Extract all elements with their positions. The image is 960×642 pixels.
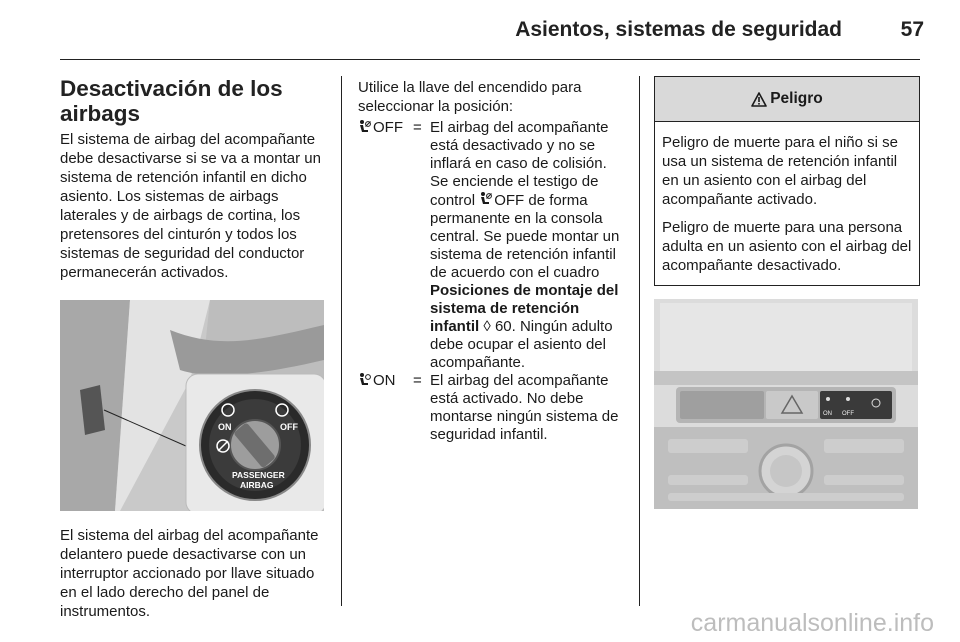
- column-divider-left: [341, 76, 342, 606]
- switch-label-on: ON: [218, 422, 232, 432]
- option-off-text-c: . Ningún adulto debe ocupar el asiento del acompañante.: [430, 318, 613, 371]
- console-label-off: OFF: [842, 411, 854, 417]
- option-on-row: [358, 372, 626, 444]
- option-off-row: [358, 119, 626, 372]
- danger-warning-box: [654, 76, 920, 286]
- column-middle: [358, 78, 626, 444]
- switch-label-passenger: PASSENGER: [232, 470, 285, 480]
- passenger-airbag-off-inline-icon: [479, 191, 493, 207]
- option-off-description: [430, 119, 626, 372]
- section-title: Desactivación de los airbags: [60, 76, 283, 126]
- danger-header: [655, 77, 919, 122]
- option-on-equals: =: [413, 372, 422, 389]
- switch-label-airbag: AIRBAG: [240, 480, 274, 490]
- column-divider-right: [639, 76, 640, 606]
- danger-heading: Peligro: [770, 90, 823, 107]
- option-off-text-b: de forma permanente en la consola central. Se puede montar un sistema de retención infantil de acuerdo con el cuadro: [430, 192, 620, 281]
- option-off-label: OFF: [373, 119, 403, 136]
- danger-paragraph-1: Peligro de muerte para el niño si se usa un sistema de retención infantil en un asiento con el airbag del acompañante activado.: [662, 134, 898, 208]
- running-header-title: Asientos, sistemas de seguridad: [515, 18, 842, 41]
- switch-label-off: OFF: [280, 422, 298, 432]
- danger-body: [655, 122, 919, 285]
- mounting-positions-link[interactable]: Posiciones de montaje del sistema de retención infantil: [430, 282, 619, 335]
- passenger-airbag-on-icon: [358, 372, 372, 388]
- figure-caption: El sistema del airbag del acompañante delantero puede desactivarse con un interruptor accionado por llave situado en el lado derecho del panel de instrumentos.: [60, 527, 319, 620]
- option-on-description: El airbag del acompañante está activado. No debe montarse ningún sistema de seguridad infantil.: [430, 372, 619, 443]
- watermark: carmanualsonline.info: [690, 609, 934, 637]
- option-off-text-a: El airbag del acompañante está desactivado y no se inflará en caso de colisión. Se enciende el testigo de control: [430, 119, 609, 209]
- danger-paragraph-2: Peligro de muerte para una persona adulta en un asiento con el airbag del acompañante desactivado.: [662, 219, 912, 274]
- option-on-label: ON: [373, 372, 396, 389]
- passenger-airbag-off-icon: [358, 119, 372, 135]
- center-console-photo: [654, 299, 918, 509]
- option-on-key: [358, 372, 413, 444]
- header-rule: [60, 59, 920, 60]
- option-off-inline-key: OFF: [494, 192, 525, 209]
- page-number: 57: [900, 18, 924, 41]
- page-reference-icon: ◊: [483, 318, 491, 335]
- intro-paragraph: El sistema de airbag del acompañante debe desactivarse si se va a montar un sistema de retención infantil en dicho asiento. Los sistemas de airbags laterales y de airbags de cortina, los pretensores del cinturón y todos los sistemas de seguridad del conductor permanecerán activados.: [60, 131, 321, 281]
- passenger-airbag-switch-photo: [60, 300, 324, 511]
- column-right: [654, 76, 920, 509]
- instruction-lead: Utilice la llave del encendido para seleccionar la posición:: [358, 79, 582, 115]
- console-label-on: ON: [823, 411, 832, 417]
- column-left: [60, 76, 326, 621]
- warning-triangle-icon: [751, 92, 767, 107]
- option-off-key: [358, 119, 413, 372]
- option-off-equals: =: [413, 119, 422, 136]
- page-reference-number[interactable]: 60: [494, 318, 512, 335]
